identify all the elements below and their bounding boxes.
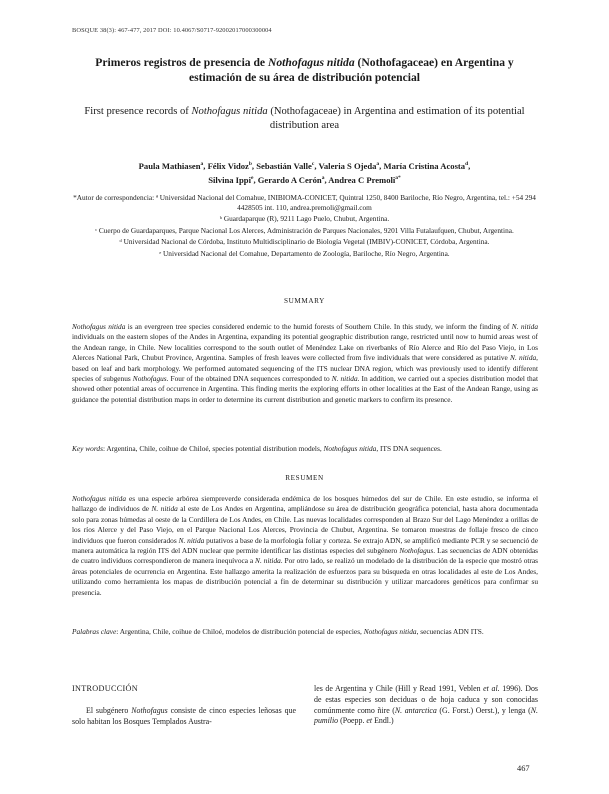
author: Paula Mathiasen$^a$ xyxy=(138,161,204,171)
author-list: Paula Mathiasen$^a$, Félix Vidoz$^b$, Sebastián Valle$^c$, Valeria S Ojeda$^a$, María Cristina Acosta$^d$, Silvina Ippi$^e$, Gerardo A Cerón$^a$, Andrea C Premoli$^{a*}$ xyxy=(138,161,471,185)
title-en-post: (Nothofagaceae) in Argentina and estimation of its potential distribution area xyxy=(267,106,525,131)
title-en-pre: First presence records of xyxy=(84,106,192,117)
summary-keywords: Key words: Argentina, Chile, coihue de Chiloé, species potential distribution models, Nothofagus nitida, ITS DNA sequences. xyxy=(72,444,442,453)
affiliation-b: ᵇ Guardaparque (R), 9211 Lago Puelo, Chubut, Argentina. xyxy=(219,214,390,224)
intro-paragraph: El subgénero Nothofagus consiste de cinco especies leñosas que solo habitan los Bosques Templados Austra- xyxy=(72,705,297,726)
author: Félix Vidoz$^b$ xyxy=(207,161,252,171)
title-es-post: (Nothofagaceae) en Argentina y estimación de su área de distribución potencial xyxy=(188,56,514,84)
resumen-heading: RESUMEN xyxy=(285,474,324,482)
body-column-right: les de Argentina y Chile (Hill y Read 1991, Veblen et al. 1996). Dos de estas especies son deciduas o de hoja caduca y son conocidas comúnmente como ñire (N. antarctica (G. Forst.) Oerst.), y lenga (N. pumilio (Poepp. et Endl.) xyxy=(314,684,538,726)
affiliation-c: ᶜ Cuerpo de Guardaparques, Parque Nacional Los Alerces, Administración de Parques Nacionales, 9201 Villa Futalaufquen, Chubut, Argentina. xyxy=(95,225,514,235)
title-en-species: Nothofagus nitida xyxy=(191,106,268,117)
author: Andrea C Premoli$^{a*}$ xyxy=(328,175,401,185)
title-spanish xyxy=(70,55,539,85)
author: María Cristina Acosta$^d$ xyxy=(383,161,469,171)
title-es-pre: Primeros registros de presencia de xyxy=(95,56,268,69)
running-head: BOSQUE 38(3): 467-477, 2017 DOI: 10.4067/S0717-92002017000300004 xyxy=(72,27,272,34)
title-es-species: Nothofagus nitida xyxy=(267,56,355,69)
author: Sebastián Valle$^c$ xyxy=(256,161,315,171)
introduction-heading: INTRODUCCIÓN xyxy=(72,684,138,693)
author: Gerardo A Cerón$^a$ xyxy=(257,175,325,185)
author: Silvina Ippi$^e$ xyxy=(208,175,254,185)
affiliations xyxy=(70,193,539,261)
summary-abstract: Nothofagus nitida is an evergreen tree species considered endemic to the humid forests of Southern Chile. In this study, we inform the finding of N. nitida individuals on the eastern slopes of the Andes in Argentina, expanding its potential geographic distribution range, restricted until now to humid areas west of the Andean range, in Chile. New localities correspond to the south outlet of Menéndez Lake on riverbanks of Río Alerce and Río del Paso Viejo, in Los Alerces National Park, Chubut Province, Argentina. Samples of fresh leaves were collected from five individuals that were considered as putative N. nitida, based on leaf and bark morphology. We performed automated sequencing of the ITS nuclear DNA region, which was previously used to identify different species of subgenus Nothofagus. Four of the obtained DNA sequences corresponded to N. nitida. In addition, we carried out a species distribution model that showed other potential areas of occurrence in Argentina. This finding merits the exploring efforts in other localities at the East of the Andean Range, using as guidance the potential distribution maps in order to determine its current distribution and genetic markers to confirm its presence. xyxy=(72,322,539,404)
title-english xyxy=(70,105,539,133)
resumen-abstract: Nothofagus nitida es una especie arbórea siempreverde considerada endémica de los bosques húmedos del sur de Chile. En este estudio, se informa el hallazgo de individuos de N. nitida al este de Los Andes en Argentina, ampliándose su área de distribución geográfica potencial, hasta ahora documentada solo para zonas húmedas al oeste de la Cordillera de Los Andes, en Chile. Las nuevas localidades corresponden al Brazo Sur del Lago Menéndez a orillas de los ríos Alerce y del Paso Viejo, en el Parque Nacional Los Alerces, Provincia de Chubut, Argentina. Se tomaron muestras de follaje fresco de cinco individuos que fueron considerados N. nitida putativos a base de la morfología foliar y corteza. Se extrajo ADN, se amplificó mediante PCR y se secuenció de manera automática la región ITS del ADN nuclear que permite identificar las distintas especies del subgénero Nothofagus. Las secuencias de ADN obtenidas de cuatro individuos correspondieron de manera inequívoca a N. nitida. Por otro lado, se realizó un modelado de la distribución de la especie que mostró otras áreas potenciales de ocurrencia en Argentina. Este hallazgo amerita la realización de esfuerzos para su búsqueda en otras localidades al este de Los Andes, utilizando como herramienta los mapas de distribución potencial a fin de determinar su distribución y utilizar marcadores genéticos para confirmar su presencia. xyxy=(72,494,538,597)
author: Valeria S Ojeda$^a$ xyxy=(318,161,380,171)
summary-heading: SUMMARY xyxy=(284,297,325,305)
page-number: 467 xyxy=(517,764,530,773)
body-column-left xyxy=(72,684,296,727)
affiliation-e: ᵉ Universidad Nacional del Comahue, Departamento de Zoología, Bariloche, Río Negro, Argentina. xyxy=(159,248,450,258)
affiliation-corresponding: *Autor de correspondencia: ª Universidad Nacional del Comahue, INIBIOMA-CONICET, Quintral 1250, 8400 Bariloche, Río Negro, Argentina, tel.: +54 294 4428505 int. 110, andrea.premoli@gmail.com xyxy=(73,193,536,212)
affiliation-d: ᵈ Universidad Nacional de Córdoba, Instituto Multidisciplinario de Biología Vegetal (IMBIV)-CONICET, Córdoba, Argentina. xyxy=(119,237,490,247)
resumen-keywords: Palabras clave: Argentina, Chile, coihue de Chiloé, modelos de distribución potencial de especies, Nothofagus nitida, secuencias ADN ITS. xyxy=(72,627,484,636)
